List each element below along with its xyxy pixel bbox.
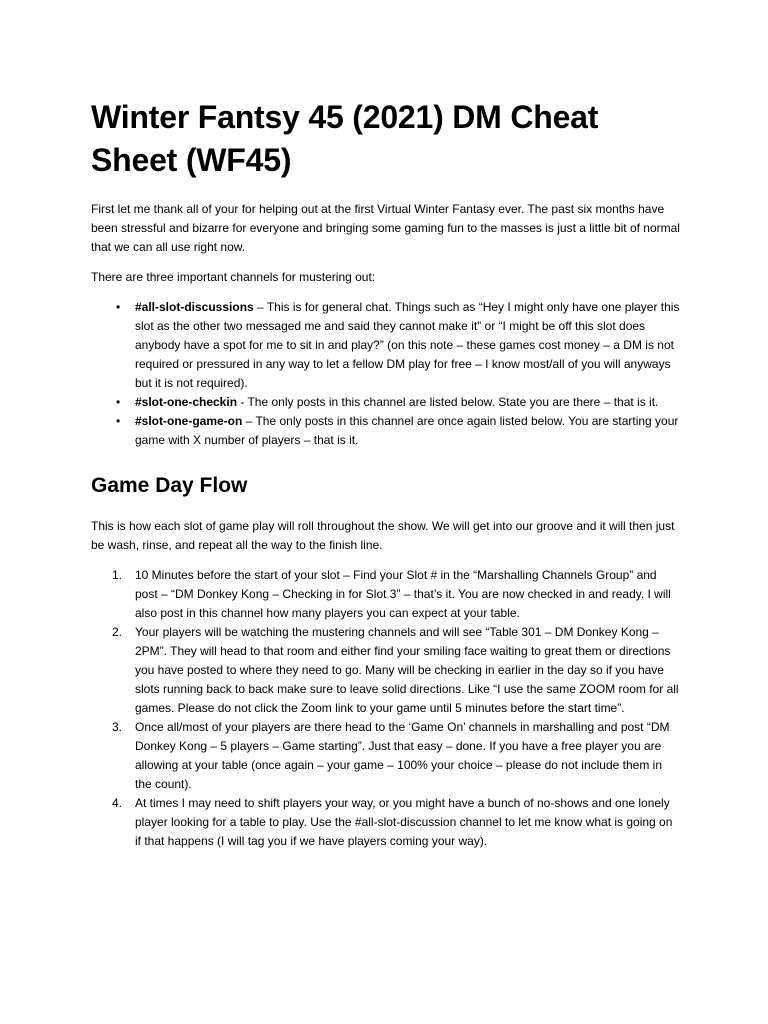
step-list [91, 566, 681, 851]
bullet-icon: • [116, 300, 121, 314]
step-number: 3. [112, 720, 123, 734]
list-item [91, 393, 681, 412]
step-number: 4. [112, 796, 123, 810]
step-text: At times I may need to shift players your way, or you might have a bunch of no-shows and one lonely player looking for a table to play. Use the #all-slot-discussion channel to let me know what is going on if that happens (I will tag you if we have players coming your way). [135, 796, 673, 848]
step-text: 10 Minutes before the start of your slot – Find your Slot # in the “Marshalling Channels Group” and post – “DM Donkey Kong – Checking in for Slot 3” – that’s it. You are now checked in and ready. I will also post in this channel how many players you can expect at your table. [135, 568, 671, 620]
bullet-icon: • [116, 414, 121, 428]
channel-description: – The only posts in this channel are once again listed below. You are starting your game with X number of players – that is it. [135, 414, 679, 447]
list-item [91, 298, 681, 393]
channels-intro: There are three important channels for mustering out: [91, 270, 376, 284]
channel-list [91, 298, 681, 450]
document-title: Winter Fantsy 45 (2021) DM Cheat Sheet (WF45) [91, 99, 599, 178]
step-text: Your players will be watching the mustering channels and will see “Table 301 – DM Donkey Kong – 2PM”. They will head to that room and either find your smiling face waiting to great them or directions you have posted to where they need to go. Many will be checking in earlier in the day so if you have slots running back to back make sure to leave solid directions. Like “I use the same ZOOM room for all games. Please do not click the Zoom link to your game until 5 minutes before the start time”. [135, 625, 679, 715]
step-number: 2. [112, 625, 123, 639]
list-item [91, 623, 681, 718]
intro-paragraph: First let me thank all of your for helping out at the first Virtual Winter Fantasy ever. The past six months have been stressful and bizarre for everyone and bringing some gaming fun to the masses is just a little bit of normal that we can all use right now. [91, 202, 680, 254]
channel-name: #all-slot-discussions [135, 300, 254, 314]
channel-name: #slot-one-game-on [135, 414, 243, 428]
list-item [91, 412, 681, 450]
flow-intro: This is how each slot of game play will roll throughout the show. We will get into our groove and it will then just be wash, rinse, and repeat all the way to the finish line. [91, 519, 675, 552]
channel-description: - The only posts in this channel are listed below. State you are there – that is it. [237, 395, 659, 409]
bullet-icon: • [116, 395, 121, 409]
step-text: Once all/most of your players are there head to the ‘Game On’ channels in marshalling and post “DM Donkey Kong – 5 players – Game starting”. Just that easy – done. If you have a free player you are allowing at your table (once again – your game – 100% your choice – please do not include them in the count). [135, 720, 670, 791]
list-item [91, 718, 681, 794]
list-item [91, 794, 681, 851]
channel-name: #slot-one-checkin [135, 395, 238, 409]
channel-description: – This is for general chat. Things such as “Hey I might only have one player this slot as the other two messaged me and said they cannot make it” or “I might be off this slot does anybody have a spot for me to sit in and play?” (on this note – these games cost money – a DM is not required or pressured in any way to let a fellow DM play for free – I know most/all of you will anyways but it is not required). [135, 300, 680, 390]
document-body [91, 96, 681, 851]
section-heading: Game Day Flow [91, 474, 248, 497]
step-number: 1. [112, 568, 123, 582]
list-item [91, 566, 681, 623]
